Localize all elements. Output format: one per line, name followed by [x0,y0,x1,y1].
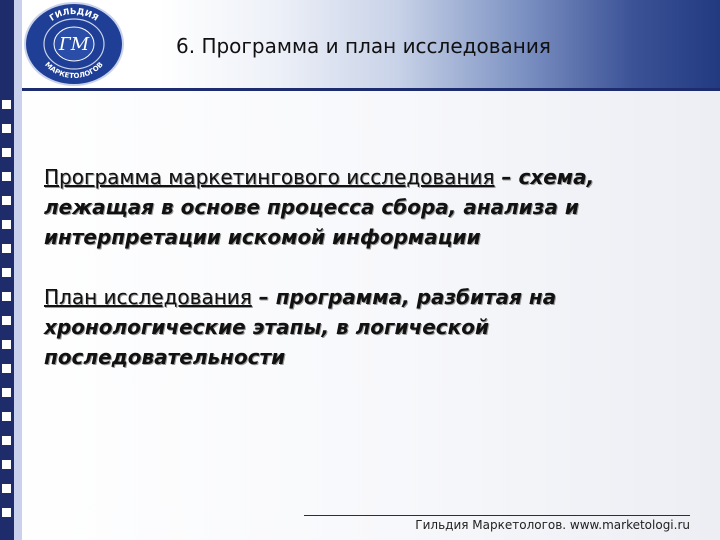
decor-square [2,292,11,301]
decor-square [2,124,11,133]
logo-bottom-text: МАРКЕТОЛОГОВ [43,60,105,81]
guild-logo [26,4,122,84]
footer-text: Гильдия Маркетологов. www.marketologi.ru [415,518,690,532]
definition-plan [44,282,664,372]
decor-square [2,100,11,109]
decor-square [2,364,11,373]
definition-program [44,162,664,252]
decor-square [2,484,11,493]
decor-square [2,196,11,205]
decor-square [2,220,11,229]
decor-square [2,148,11,157]
term-program: Программа маркетингового исследования [44,165,495,189]
decor-square [2,172,11,181]
decor-square [2,412,11,421]
logo-top-text: ГИЛЬДИЯ [48,6,100,24]
decor-square [2,436,11,445]
definition-program-text: – схема, лежащая в основе процесса сбора, анализа и интерпретации искомой информации [44,165,595,249]
footer-divider [304,515,690,516]
logo-monogram: ГМ [58,34,90,55]
decor-square [2,508,11,517]
left-decor-strip-light [14,0,22,540]
left-decor-strip [0,0,14,540]
decor-square [2,460,11,469]
decor-square [2,268,11,277]
guild-logo-emblem [26,4,122,84]
decor-square [2,244,11,253]
decor-square [2,388,11,397]
decor-square [2,340,11,349]
definition-plan-text: – программа, разбитая на хронологические этапы, в логической последовательности [44,285,557,369]
page-title: 6. Программа и план исследования [176,34,551,58]
term-plan: План исследования [44,285,252,309]
header-divider [0,88,720,91]
slide-content [44,162,664,402]
decor-square [2,316,11,325]
